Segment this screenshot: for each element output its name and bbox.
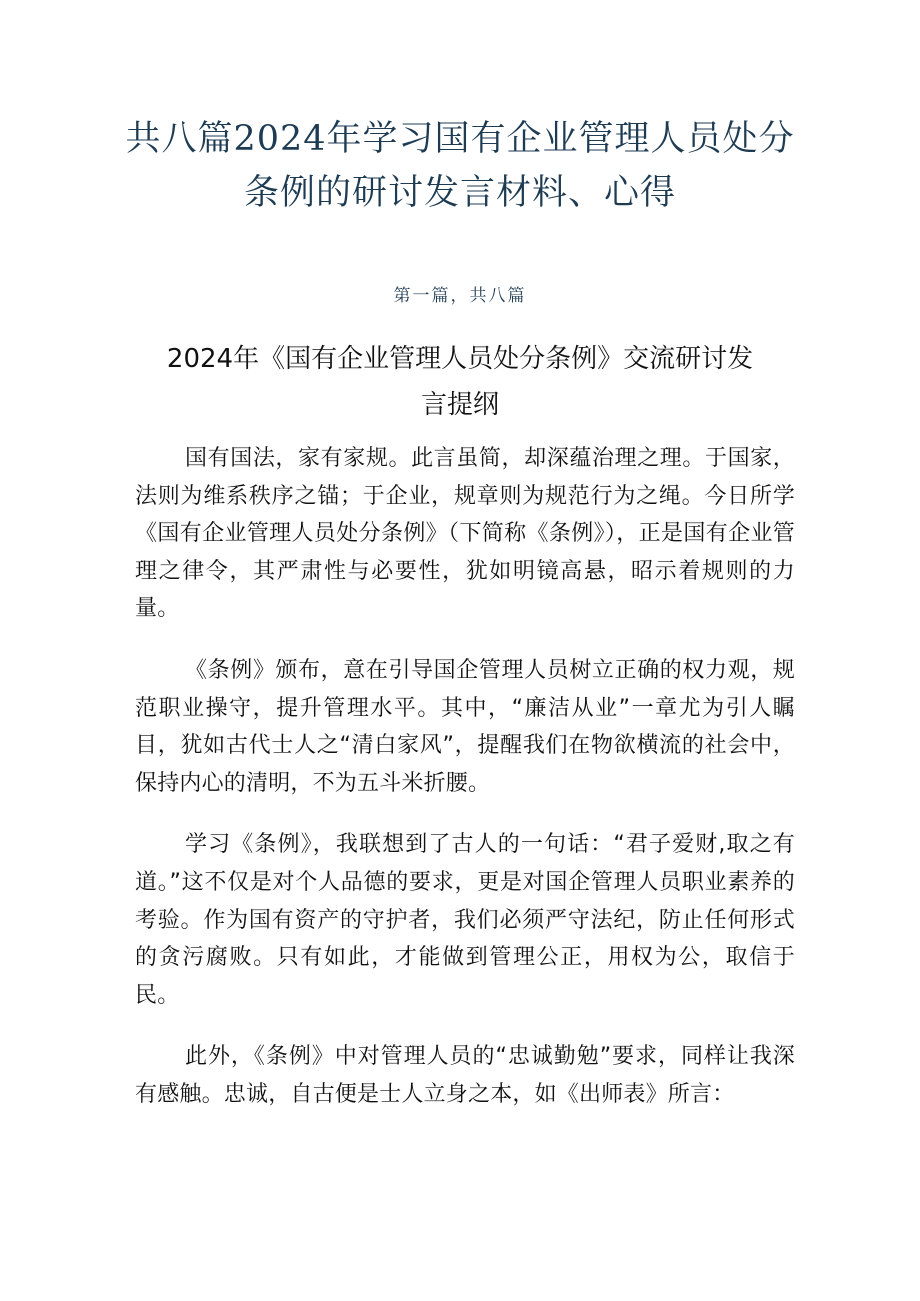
paragraph-1: 国有国法，家有家规。此言虽简，却深蕴治理之理。于国家，法则为维系秩序之锚；于企业，规章则为规范行为之绳。今日所学《国有企业管理人员处分条例》（下简称《条例》），正是国有企业管理之律令，其严肃性与必要性，犹如明镜高悬，昭示着规则的力量。: [135, 446, 795, 622]
chapter-label: 第一篇，共八篇: [393, 286, 527, 306]
section-title: 2024年《国有企业管理人员处分条例》交流研讨发言提纲: [166, 344, 754, 420]
paragraph-2: 《条例》颁布，意在引导国企管理人员树立正确的权力观，规范职业操守，提升管理水平。其中，“廉洁从业”一章尤为引人瞩目，犹如古代士人之“清白家风”，提醒我们在物欲横流的社会中，保持内心的清明，不为五斗米折腰。: [135, 657, 795, 796]
document-title: 共八篇2024年学习国有企业管理人员处分条例的研讨发言材料、心得: [125, 119, 795, 213]
paragraph-3: 学习《条例》，我联想到了古人的一句话：“君子爱财,取之有道。”这不仅是对个人品德的要求，更是对国企管理人员职业素养的考验。作为国有资产的守护者，我们必须严守法纪，防止任何形式的贪污腐败。只有如此，才能做到管理公正，用权为公，取信于民。: [135, 832, 795, 1008]
body-text: [135, 440, 795, 1138]
paragraph-4: 此外，《条例》中对管理人员的“忠诚勤勉”要求，同样让我深有感触。忠诚，自古便是士人立身之本，如《出师表》所言：: [135, 1044, 795, 1107]
